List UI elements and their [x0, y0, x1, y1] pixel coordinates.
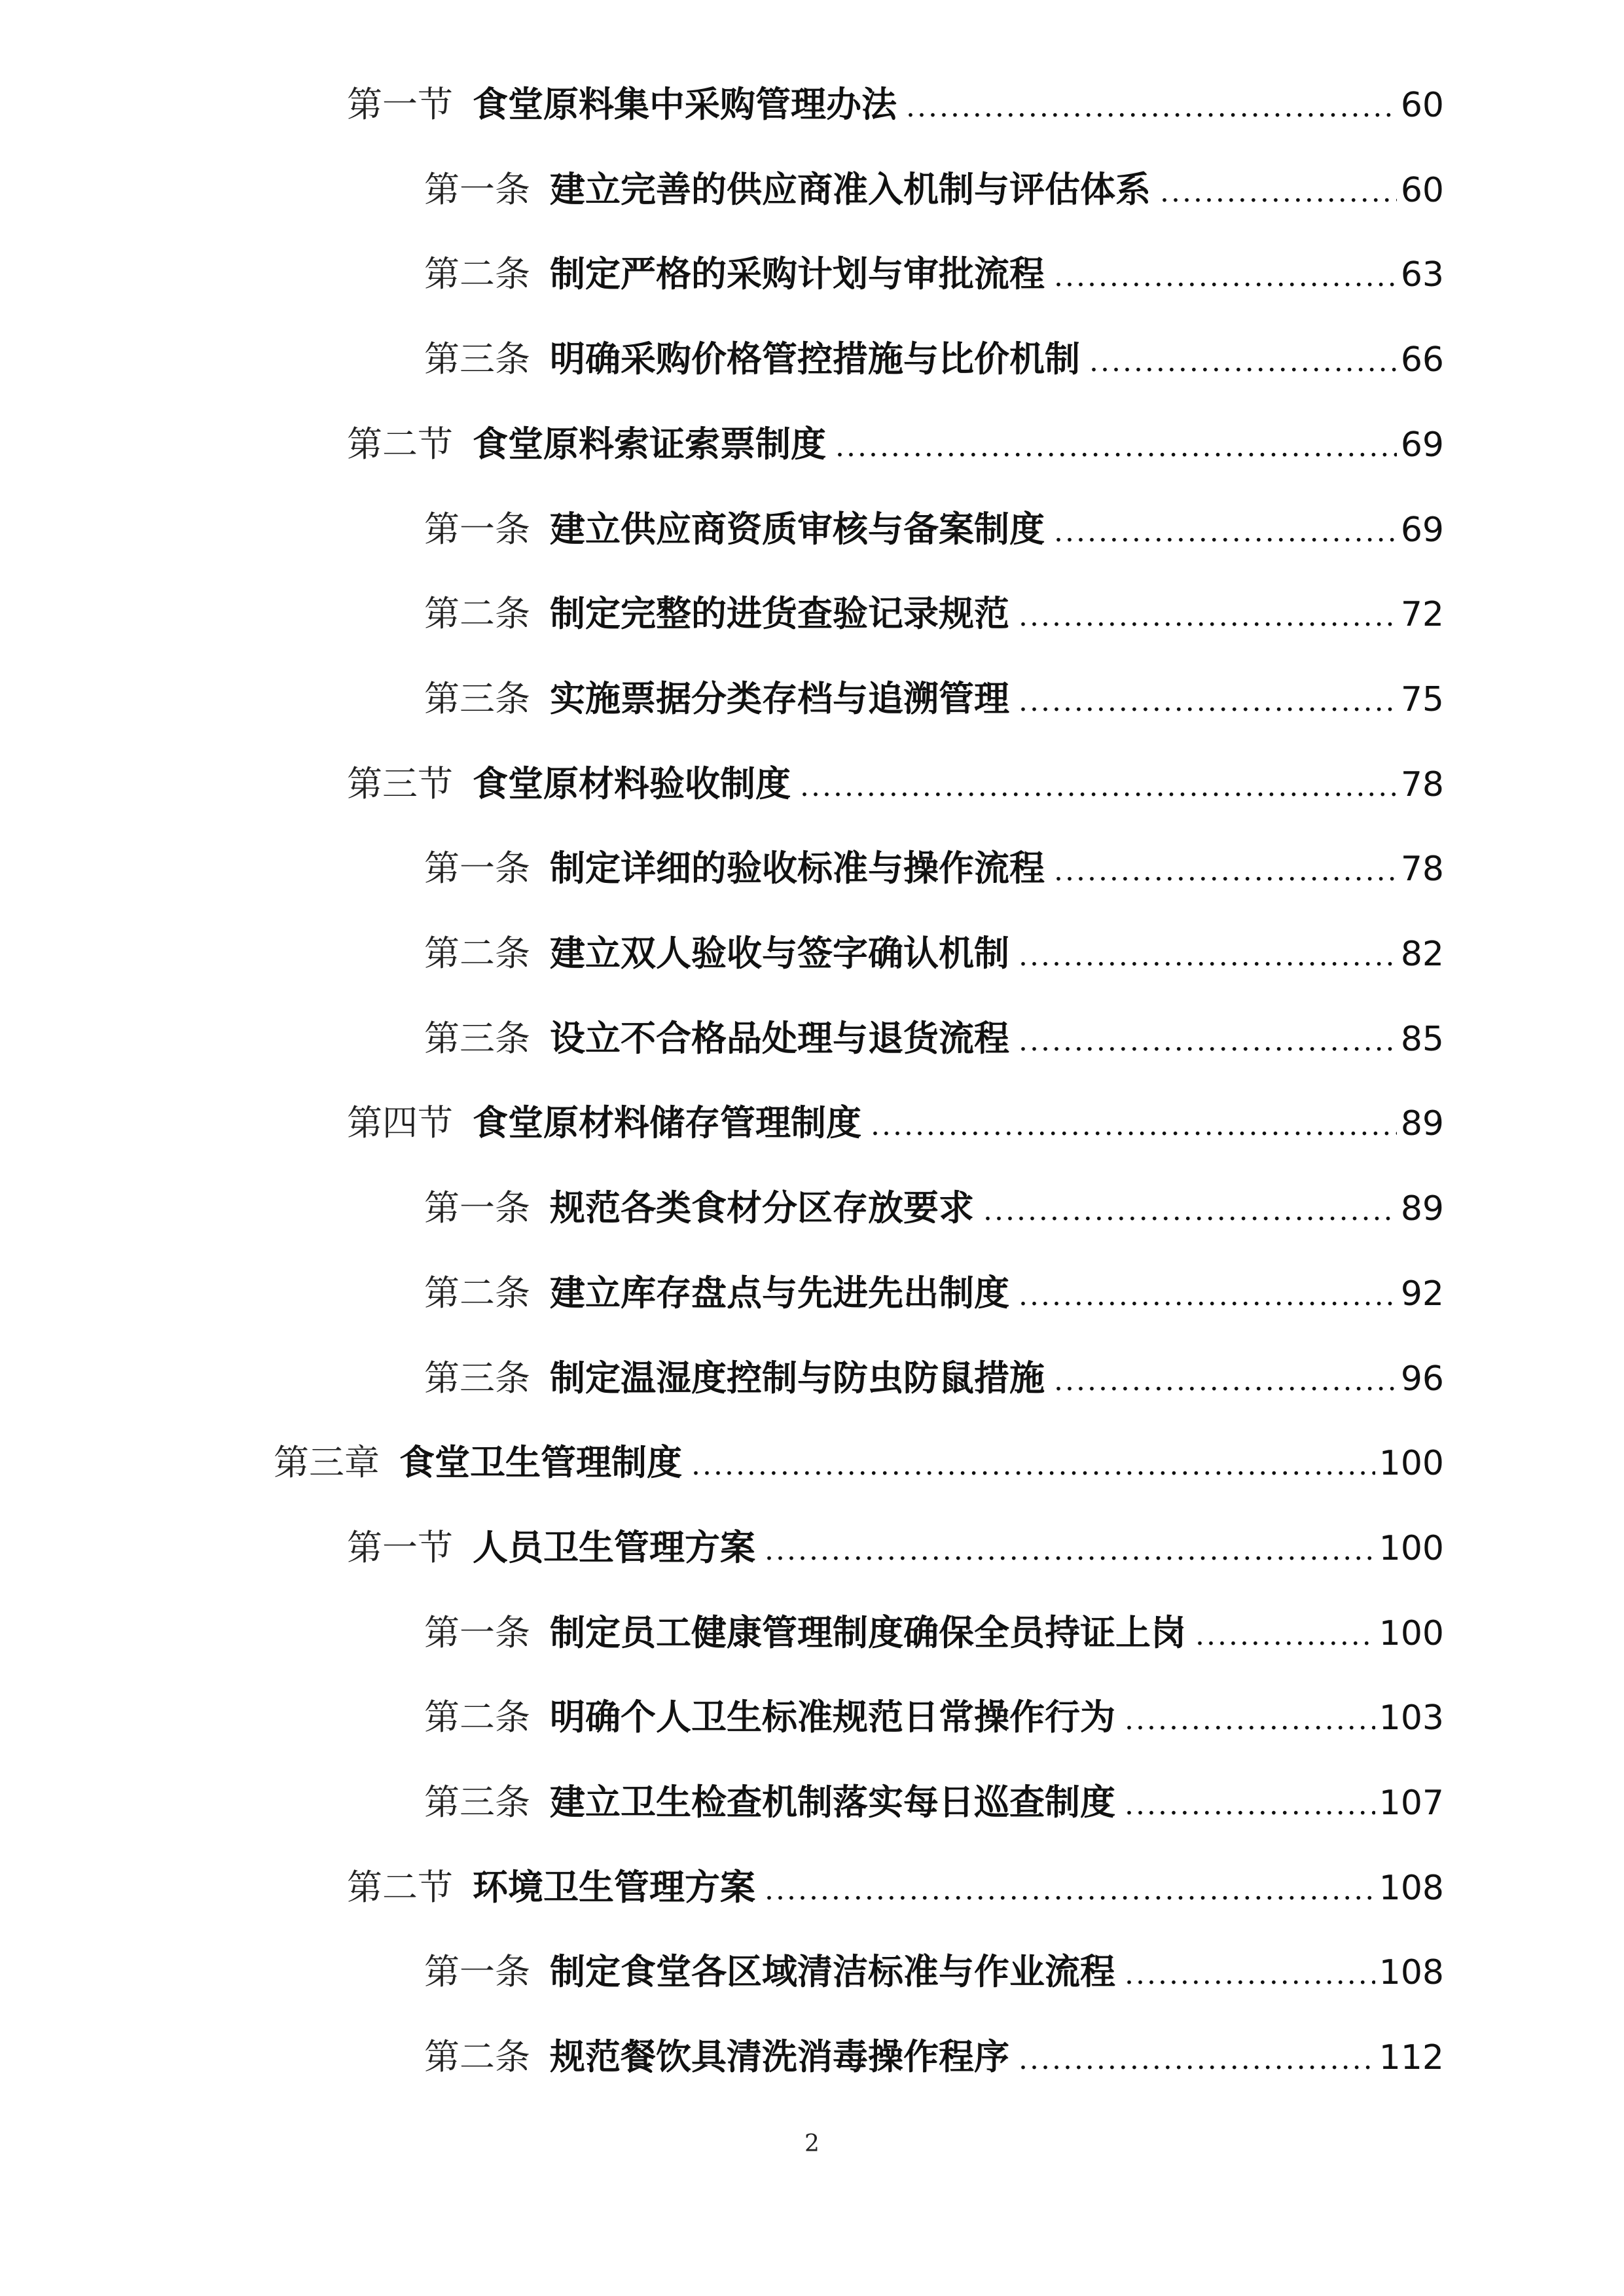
toc-entry-label: 第四节 — [347, 1102, 453, 1143]
toc-entry-title: 设立不合格品处理与退货流程 — [550, 1018, 1009, 1059]
toc-dot-leader — [1125, 1948, 1375, 2001]
toc-dot-leader — [765, 1864, 1375, 1916]
toc-entry[interactable] — [424, 1776, 1444, 1829]
toc-entry-label: 第二节 — [347, 423, 453, 465]
toc-entry[interactable] — [424, 1352, 1444, 1405]
toc-dot-leader — [1054, 845, 1397, 897]
toc-entry-label: 第一节 — [347, 1527, 453, 1568]
toc-entry-page-number: 75 — [1400, 680, 1444, 719]
toc-entry-label: 第二节 — [347, 1867, 453, 1908]
toc-entry-page-number: 69 — [1400, 511, 1444, 550]
toc-entry[interactable] — [424, 333, 1444, 386]
toc-entry[interactable] — [347, 1097, 1444, 1149]
toc-dot-leader — [1019, 930, 1397, 982]
toc-entry-page-number: 100 — [1379, 1529, 1444, 1568]
toc-entry-title: 制定食堂各区域清洁标准与作业流程 — [550, 1951, 1115, 1992]
toc-dot-leader — [1054, 506, 1397, 558]
toc-entry-label: 第二条 — [424, 253, 530, 295]
toc-entry-title: 制定员工健康管理制度确保全员持证上岗 — [550, 1612, 1186, 1653]
toc-entry[interactable] — [424, 1013, 1444, 1065]
toc-entry-title: 实施票据分类存档与追溯管理 — [550, 678, 1009, 719]
toc-entry-title: 食堂原料集中采购管理办法 — [473, 84, 897, 125]
toc-entry[interactable] — [347, 1522, 1444, 1574]
toc-entry[interactable] — [424, 1946, 1444, 1998]
toc-entry-label: 第三条 — [424, 678, 530, 719]
toc-entry-page-number: 78 — [1400, 765, 1444, 804]
toc-entry-label: 第一条 — [424, 1187, 530, 1229]
toc-entry-title: 食堂卫生管理制度 — [399, 1442, 682, 1483]
toc-dot-leader — [1019, 2034, 1375, 2086]
toc-entry-label: 第二条 — [424, 2036, 530, 2077]
toc-entry-title: 人员卫生管理方案 — [473, 1527, 755, 1568]
toc-entry-label: 第三章 — [274, 1442, 380, 1483]
toc-entry-title: 制定详细的验收标准与操作流程 — [550, 848, 1045, 889]
toc-entry[interactable] — [347, 758, 1444, 810]
toc-entry-title: 建立库存盘点与先进先出制度 — [550, 1272, 1009, 1314]
toc-entry[interactable] — [347, 79, 1444, 131]
toc-entry-title: 食堂原材料储存管理制度 — [473, 1102, 861, 1143]
toc-entry-page-number: 89 — [1400, 1189, 1444, 1229]
toc-entry-page-number: 82 — [1400, 935, 1444, 974]
toc-dot-leader — [1195, 1609, 1375, 1662]
toc-entry[interactable] — [424, 2031, 1444, 2083]
toc-entry-title: 食堂原材料验收制度 — [473, 763, 791, 804]
toc-entry-label: 第一节 — [347, 84, 453, 125]
toc-entry-page-number: 107 — [1379, 1784, 1444, 1823]
toc-dot-leader — [1019, 1015, 1397, 1067]
toc-dot-leader — [871, 1100, 1397, 1152]
toc-entry[interactable] — [347, 418, 1444, 471]
toc-entry[interactable] — [424, 1182, 1444, 1234]
toc-entry-page-number: 60 — [1400, 86, 1444, 125]
toc-entry[interactable] — [424, 164, 1444, 216]
toc-entry-label: 第一条 — [424, 169, 530, 210]
toc-entry-label: 第三条 — [424, 338, 530, 380]
toc-entry-page-number: 103 — [1379, 1698, 1444, 1738]
toc-dot-leader — [1019, 590, 1397, 643]
toc-entry-page-number: 69 — [1400, 425, 1444, 465]
toc-dot-leader — [1019, 675, 1397, 728]
toc-entry-title: 明确采购价格管控措施与比价机制 — [550, 338, 1080, 380]
toc-entry-title: 明确个人卫生标准规范日常操作行为 — [550, 1696, 1115, 1738]
toc-entry-label: 第一条 — [424, 848, 530, 889]
toc-entry[interactable] — [424, 588, 1444, 640]
toc-entry-label: 第三条 — [424, 1782, 530, 1823]
toc-entry-title: 建立供应商资质审核与备案制度 — [550, 509, 1045, 550]
toc-entry-page-number: 108 — [1379, 1953, 1444, 1992]
toc-dot-leader — [1054, 1355, 1397, 1407]
toc-dot-leader — [1089, 336, 1397, 388]
toc-entry-page-number: 89 — [1400, 1104, 1444, 1143]
toc-entry-label: 第一条 — [424, 509, 530, 550]
toc-entry-label: 第二条 — [424, 1272, 530, 1314]
toc-entry[interactable] — [424, 842, 1444, 895]
toc-entry-page-number: 63 — [1400, 255, 1444, 295]
toc-entry-title: 规范各类食材分区存放要求 — [550, 1187, 974, 1229]
toc-entry-page-number: 108 — [1379, 1869, 1444, 1908]
page-number: 2 — [804, 2130, 820, 2157]
toc-entry-page-number: 100 — [1379, 1444, 1444, 1483]
toc-entry-page-number: 96 — [1400, 1359, 1444, 1399]
toc-entry-title: 制定严格的采购计划与审批流程 — [550, 253, 1045, 295]
toc-entry[interactable] — [424, 927, 1444, 980]
toc-entry-page-number: 92 — [1400, 1274, 1444, 1314]
toc-entry[interactable] — [424, 503, 1444, 556]
toc-entry-title: 建立双人验收与签字确认机制 — [550, 933, 1009, 974]
toc-entry-label: 第二条 — [424, 933, 530, 974]
toc-entry-page-number: 100 — [1379, 1614, 1444, 1653]
toc-entry[interactable] — [424, 1267, 1444, 1319]
toc-entry-page-number: 78 — [1400, 850, 1444, 889]
toc-entry-label: 第一条 — [424, 1612, 530, 1653]
toc-entry-page-number: 66 — [1400, 340, 1444, 380]
toc-entry-title: 制定温湿度控制与防虫防鼠措施 — [550, 1357, 1045, 1399]
toc-dot-leader — [835, 421, 1397, 473]
toc-entry-page-number: 60 — [1400, 171, 1444, 210]
toc-dot-leader — [1160, 166, 1397, 219]
toc-entry[interactable] — [424, 1607, 1444, 1659]
toc-entry-title: 制定完整的进货查验记录规范 — [550, 593, 1009, 634]
toc-entry[interactable] — [274, 1437, 1444, 1489]
toc-dot-leader — [906, 81, 1397, 134]
toc-entry-page-number: 72 — [1400, 595, 1444, 634]
toc-entry-page-number: 112 — [1379, 2038, 1444, 2077]
toc-entry-page-number: 85 — [1400, 1020, 1444, 1059]
toc-dot-leader — [1125, 1694, 1375, 1746]
toc-entry-title: 环境卫生管理方案 — [473, 1867, 755, 1908]
toc-entry-title: 规范餐饮具清洗消毒操作程序 — [550, 2036, 1009, 2077]
toc-entry-label: 第三节 — [347, 763, 453, 804]
toc-entry-title: 食堂原料索证索票制度 — [473, 423, 826, 465]
toc-entry[interactable] — [424, 673, 1444, 725]
toc-entry-title: 建立完善的供应商准入机制与评估体系 — [550, 169, 1151, 210]
toc-dot-leader — [691, 1439, 1375, 1492]
toc-entry-label: 第三条 — [424, 1018, 530, 1059]
toc-dot-leader — [1019, 1270, 1397, 1322]
toc-entry[interactable] — [347, 1861, 1444, 1914]
toc-entry-title: 建立卫生检查机制落实每日巡查制度 — [550, 1782, 1115, 1823]
toc-dot-leader — [800, 761, 1397, 813]
toc-entry-label: 第二条 — [424, 593, 530, 634]
toc-dot-leader — [1125, 1779, 1375, 1831]
toc-entry-label: 第一条 — [424, 1951, 530, 1992]
toc-entry-label: 第二条 — [424, 1696, 530, 1738]
toc-dot-leader — [983, 1185, 1397, 1237]
toc-entry[interactable] — [424, 1691, 1444, 1744]
toc-entry[interactable] — [424, 248, 1444, 300]
toc-dot-leader — [1054, 251, 1397, 303]
toc-entry-label: 第三条 — [424, 1357, 530, 1399]
toc-dot-leader — [765, 1524, 1375, 1577]
